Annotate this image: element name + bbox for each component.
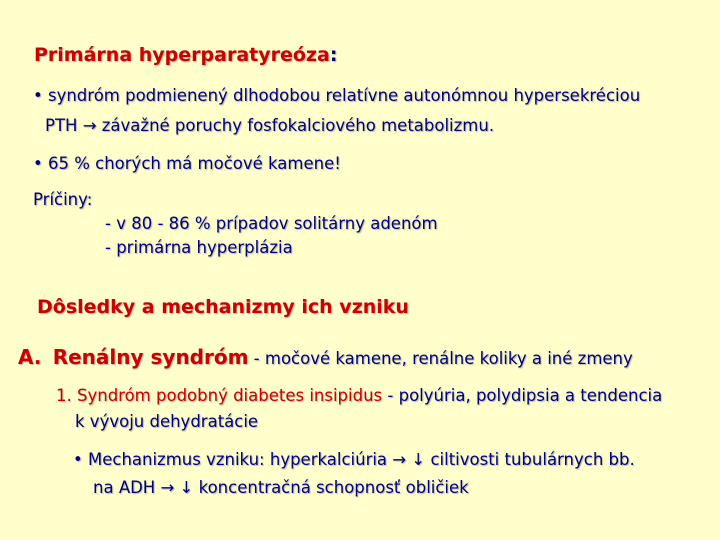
kidney-stones-text: 65 % chorých má močové kamene! [47, 154, 341, 173]
bullet-syndrome-line1: syndróm podmienený dlhodobou relatívne autonómnou hypersekréciou [47, 86, 641, 105]
concentration-text: koncentračná schopnosť obličiek [193, 478, 469, 497]
section-a-rest: - močové kamene, renálne koliky a iné zmeny [248, 349, 633, 368]
causes-label: Príčiny: [33, 190, 93, 209]
section-a [18, 345, 633, 369]
consequences-title: Dôsledky a mechanizmy ich vzniku [37, 296, 409, 318]
bullet-syndrome-continuation [45, 116, 494, 135]
mechanism-line2 [93, 478, 469, 497]
item-1-number: 1. [56, 386, 72, 405]
mechanism-text-end: ciltivosti tubulárnych bb. [425, 450, 635, 469]
section-a-letter: A. [18, 345, 42, 369]
arrow-right-icon: → [160, 478, 175, 497]
arrow-down-icon: ↓ [179, 478, 194, 497]
item-1 [56, 386, 662, 405]
section-a-heading: Renálny syndróm [52, 345, 249, 369]
item-1-continuation: k vývoju dehydratácie [75, 412, 259, 431]
consequence-text: závažné poruchy fosfokalciového metabolizmu. [96, 116, 495, 135]
bullet-syndrome [33, 86, 640, 105]
cause-item-adenoma: - v 80 - 86 % prípadov solitárny adenóm [105, 214, 438, 233]
cause-item-hyperplasia: - primárna hyperplázia [105, 238, 293, 257]
arrow-right-icon: → [392, 450, 407, 469]
mechanism-line1 [73, 450, 635, 469]
adh-text: na ADH [93, 478, 161, 497]
item-1-rest: - polyúria, polydipsia a tendencia [382, 386, 663, 405]
bullet-kidney-stones [33, 154, 341, 173]
bullet-marker: • [33, 154, 43, 173]
main-title-text: Primárna hyperparatyreóza [34, 44, 330, 66]
main-title-colon: : [329, 44, 338, 66]
main-title [34, 44, 337, 66]
mechanism-text-start: Mechanizmus vzniku: hyperkalciúria [87, 450, 393, 469]
arrow-down-icon: ↓ [411, 450, 426, 469]
arrow-right-icon: → [82, 116, 97, 135]
pth-text: PTH [45, 116, 83, 135]
bullet-marker: • [33, 86, 43, 105]
item-1-heading: Syndróm podobný diabetes insipidus [77, 386, 383, 405]
bullet-marker: • [73, 450, 83, 469]
